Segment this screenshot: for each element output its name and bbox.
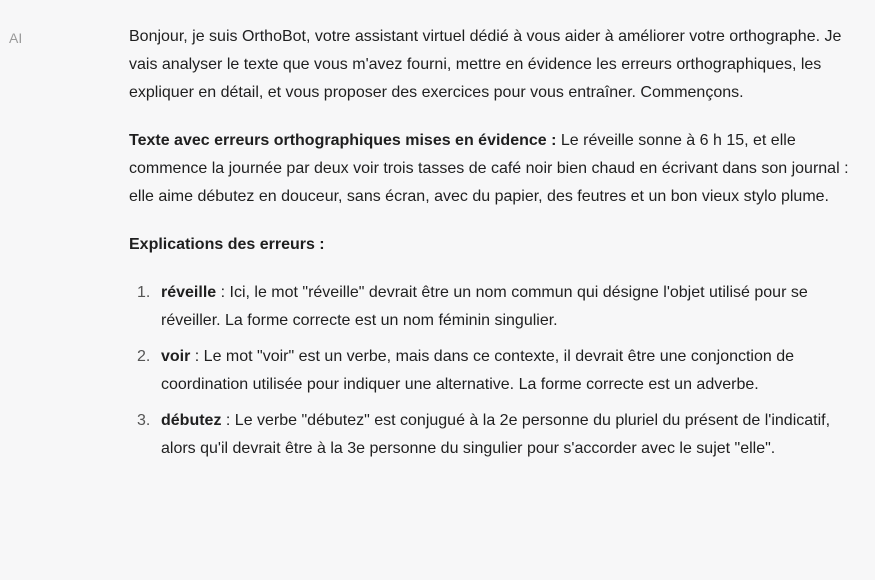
assistant-message [129, 23, 864, 471]
intro-paragraph: Bonjour, je suis OrthoBot, votre assistant virtuel dédié à vous aider à améliorer votre orthographe. Je vais analyser le texte que vous m'avez fourni, mettre en évidence les erreurs orthographiques, les expliquer en détail, et vous proposer des exercices pour vous entraîner. Commençons. [129, 28, 842, 101]
list-item [129, 343, 864, 399]
error-word: voir [161, 348, 191, 365]
list-item-number: 2. [137, 348, 151, 365]
error-list [129, 279, 864, 463]
list-item [129, 279, 864, 335]
highlighted-text: Le réveille sonne à 6 h 15, et elle commence la journée par deux voir trois tasses de café noir bien chaud en écrivant dans son journal : elle aime débutez en douceur, sans écran, avec du papier, des feutres et un bon vieux stylo plume. [129, 132, 849, 205]
error-word: réveille [161, 284, 217, 301]
list-item [129, 407, 864, 463]
error-explanation: : Ici, le mot "réveille" devrait être un nom commun qui désigne l'objet utilisé pour se réveiller. La forme correcte est un nom féminin singulier. [161, 284, 808, 329]
speaker-label: AI [9, 30, 23, 46]
list-item-number: 3. [137, 412, 151, 429]
error-word: débutez [161, 412, 222, 429]
error-explanation: : Le mot "voir" est un verbe, mais dans ce contexte, il devrait être une conjonction de coordination utilisée pour indiquer une alternative. La forme correcte est un adverbe. [161, 348, 795, 393]
highlighted-text-paragraph [129, 127, 864, 211]
highlighted-text-label: Texte avec erreurs orthographiques mises en évidence : [129, 132, 557, 149]
list-item-number: 1. [137, 284, 151, 301]
error-explanation: : Le verbe "débutez" est conjugué à la 2e personne du pluriel du présent de l'indicatif, alors qu'il devrait être à la 3e personne du singulier pour s'accorder avec le sujet "elle". [161, 412, 831, 457]
explanations-heading: Explications des erreurs : [129, 236, 325, 253]
